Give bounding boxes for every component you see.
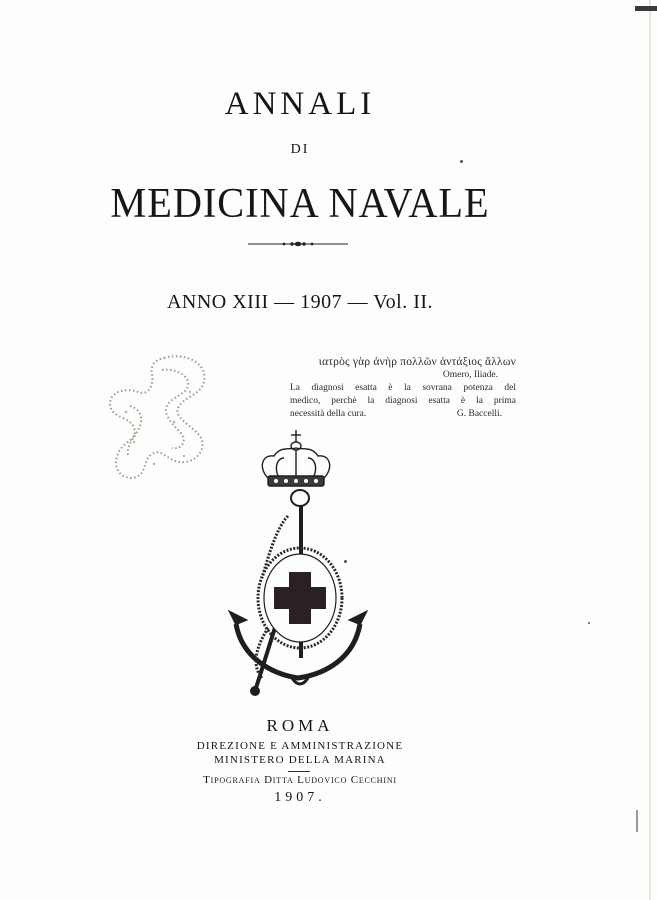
- epigraph-greek-author: Omero, Iliade.: [442, 370, 498, 380]
- epigraph-greek: ιατρὸς γὰρ ἀνὴρ πολλῶν ἀντάξιος ἄλλων: [318, 356, 516, 368]
- title-di: DI: [290, 142, 310, 157]
- ink-speck: [460, 160, 463, 163]
- epigraph-italian-line: La diagnosi esatta è la sovrana potenza del: [290, 383, 516, 393]
- naval-medical-emblem: [228, 428, 368, 700]
- title-annali: ANNALI: [224, 86, 376, 122]
- volume-line: ANNO XIII — 1907 — Vol. II.: [166, 291, 434, 313]
- epigraph-italian-author: G. Baccelli.: [456, 409, 502, 419]
- library-stamp-icon: [104, 352, 216, 484]
- imprint-year: 1907.: [274, 790, 326, 805]
- page-edge: [649, 0, 651, 900]
- imprint-publisher-line: DIREZIONE E AMMINISTRAZIONE: [196, 740, 404, 752]
- ink-speck: [588, 622, 590, 624]
- imprint-city: ROMA: [266, 716, 334, 735]
- epigraph-last-row: [290, 408, 516, 421]
- epigraph-italian-line: necessità della cura.: [290, 409, 367, 419]
- imprint-printer: Tipografia Ditta Ludovico Cecchini: [203, 774, 397, 786]
- title-medicina-navale: MEDICINA NAVALE: [110, 181, 490, 227]
- imprint-rule: [288, 771, 310, 772]
- edge-tick: [636, 810, 638, 832]
- imprint-publisher-line: MINISTERO DELLA MARINA: [214, 754, 386, 766]
- crown-icon: [262, 430, 329, 486]
- ornament-rule-icon: [248, 239, 348, 249]
- edge-mark: [635, 6, 657, 11]
- ink-speck: [344, 560, 347, 563]
- epigraph: [290, 356, 516, 421]
- epigraph-italian-line: medico, perchè la diagnosi esatta è la prima: [290, 396, 516, 406]
